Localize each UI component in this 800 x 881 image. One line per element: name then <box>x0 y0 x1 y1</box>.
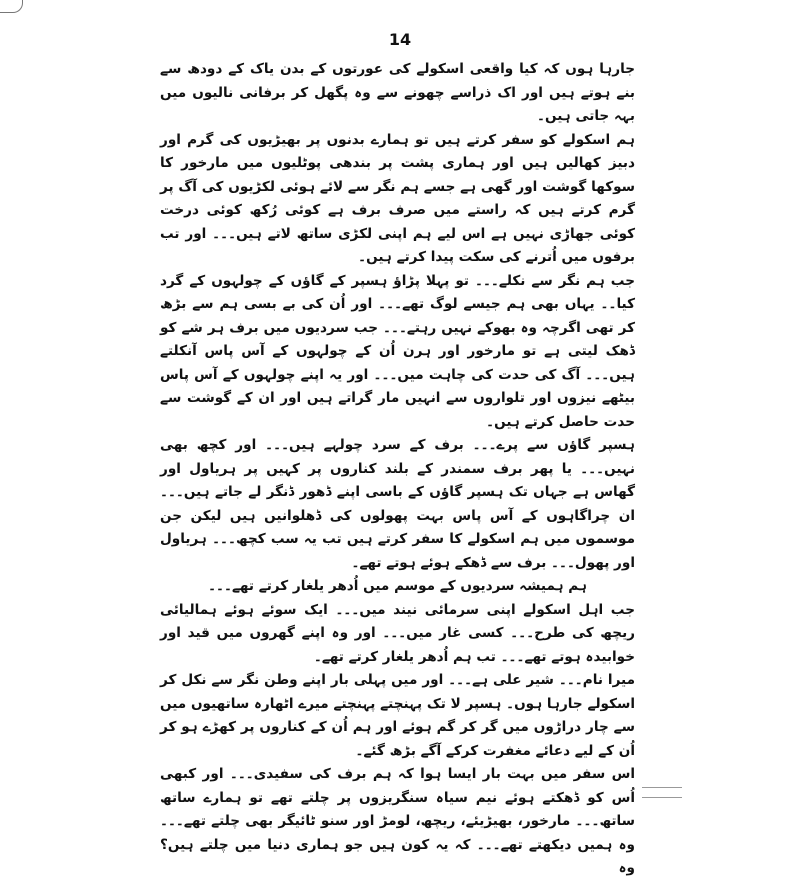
paragraph-4: ہسپر گاؤں سے پرے۔۔۔ برف کے سرد چولہے ہیں۔۔۔ اور کچھ بھی نہیں۔۔۔ یا پھر برف سمندر کے بلند کناروں پر کہیں پر ہریاول اور گھاس ہے جہاں تک ہسپر گاؤں کے باسی اپنے ڈھور ڈنگر لے جاتے ہیں۔۔۔ ان چراگاہوں کے آس پاس بہت پھولوں کی ڈھلوانیں ہیں لیکن جن موسموں میں ہم اسکولے کا سفر کرتے ہیں تب یہ سب کچھ۔۔۔ ہریاول اور پھول۔۔۔ برف سے ڈھکے ہوئے ہوتے تھے۔ <box>160 437 635 571</box>
page-number: 14 <box>388 30 412 49</box>
paragraph-8: اس سفر میں بہت بار ایسا ہوا کہ ہم برف کی سفیدی۔۔۔ اور کبھی اُس کو ڈھکتے ہوئے نیم سیاہ سنگریزوں پر چلتے تھے تو ہمارے ساتھ ساتھ۔۔۔ مارخور، بھیڑیئے، ریچھ، لومڑ اور سنو ٹائیگر بھی چلتے تھے۔۔۔ وہ ہمیں دیکھتے تھے۔۔۔ کہ یہ کون ہیں جو ہماری دنیا میں چلتے ہیں؟ وہ <box>160 766 635 876</box>
paragraph-5: ہم ہمیشہ سردیوں کے موسم میں اُدھر یلغار کرتے تھے۔۔۔ <box>208 578 587 594</box>
scan-corner-mark <box>0 0 23 13</box>
scan-edge-line <box>642 787 682 796</box>
paragraph-3: جب ہم نگر سے نکلے۔۔۔ تو پہلا پڑاؤ ہسپر کے گاؤں کے چولہوں کے گرد کیا۔۔ یہاں بھی ہم جیسے لوگ تھے۔۔۔ اور اُن کی بے بسی ہم سے بڑھ کر تھی اگرچہ وہ بھوکے نہیں رہتے۔۔۔ جب سردیوں میں برف ہر شے کو ڈھک لیتی ہے تو مارخور اور ہرن اُن کے چولہوں کے آس پاس آنکلتے ہیں۔۔۔ آگ کی حدت کی چاہت میں۔۔۔ اور یہ اپنے چولہوں کے آس پاس بیٹھے نیزوں اور تلواروں سے انہیں مار گراتے ہیں اور ان کے گوشت سے حدت حاصل کرتے ہیں۔ <box>160 272 635 430</box>
paragraph-2: ہم اسکولے کو سفر کرتے ہیں تو ہمارے بدنوں پر بھیڑیوں کی گرم اور دبیز کھالیں ہیں اور ہماری پشت پر بندھی پوٹلیوں میں مارخور کا سوکھا گوشت اور گھی ہے جسے ہم نگر سے لائے ہوئی لکڑیوں کی آگ پر گرم کرتے ہیں کہ راستے میں صرف برف ہے کوئی رُکھ کوئی درخت کوئی جھاڑی نہیں ہے اس لیے ہم اپنی لکڑی ساتھ لاتے ہیں۔۔۔ اور تب برفوں میں اُترنے کی سکت پیدا کرتے ہیں۔ <box>160 131 635 265</box>
paragraph-7: میرا نام۔۔۔ شیر علی ہے۔۔۔ اور میں پہلی بار اپنے وطن نگر سے نکل کر اسکولے جارہا ہوں۔ ہسپر لا تک پہنچتے پہنچتے میرے اٹھارہ ساتھیوں میں سے چار دراڑوں میں گر کر گم ہوئے اور ہم اُن کے کناروں پر کھڑے ہو کر اُن کے لیے دعائے مغفرت کرکے آگے بڑھ گئے۔ <box>160 672 635 759</box>
paragraph-6: جب اہل اسکولے اپنی سرمائی نیند میں۔۔۔ ایک سوئے ہوئے ہمالیائی ریچھ کی طرح۔۔۔ کسی غار میں۔۔۔ اور وہ اپنے گھروں میں قید اور خوابیدہ ہوتے تھے۔۔۔ تب ہم اُدھر یلغار کرتے تھے۔ <box>160 601 635 665</box>
page-body-text <box>160 58 635 881</box>
paragraph-1: جارہا ہوں کہ کیا واقعی اسکولے کی عورتوں کے بدن یاک کے دودھ سے بنے ہوتے ہیں اور اک ذراسے چھونے سے وہ پگھل کر برفانی نالیوں میں بہہ جاتی ہیں۔ <box>160 61 635 124</box>
